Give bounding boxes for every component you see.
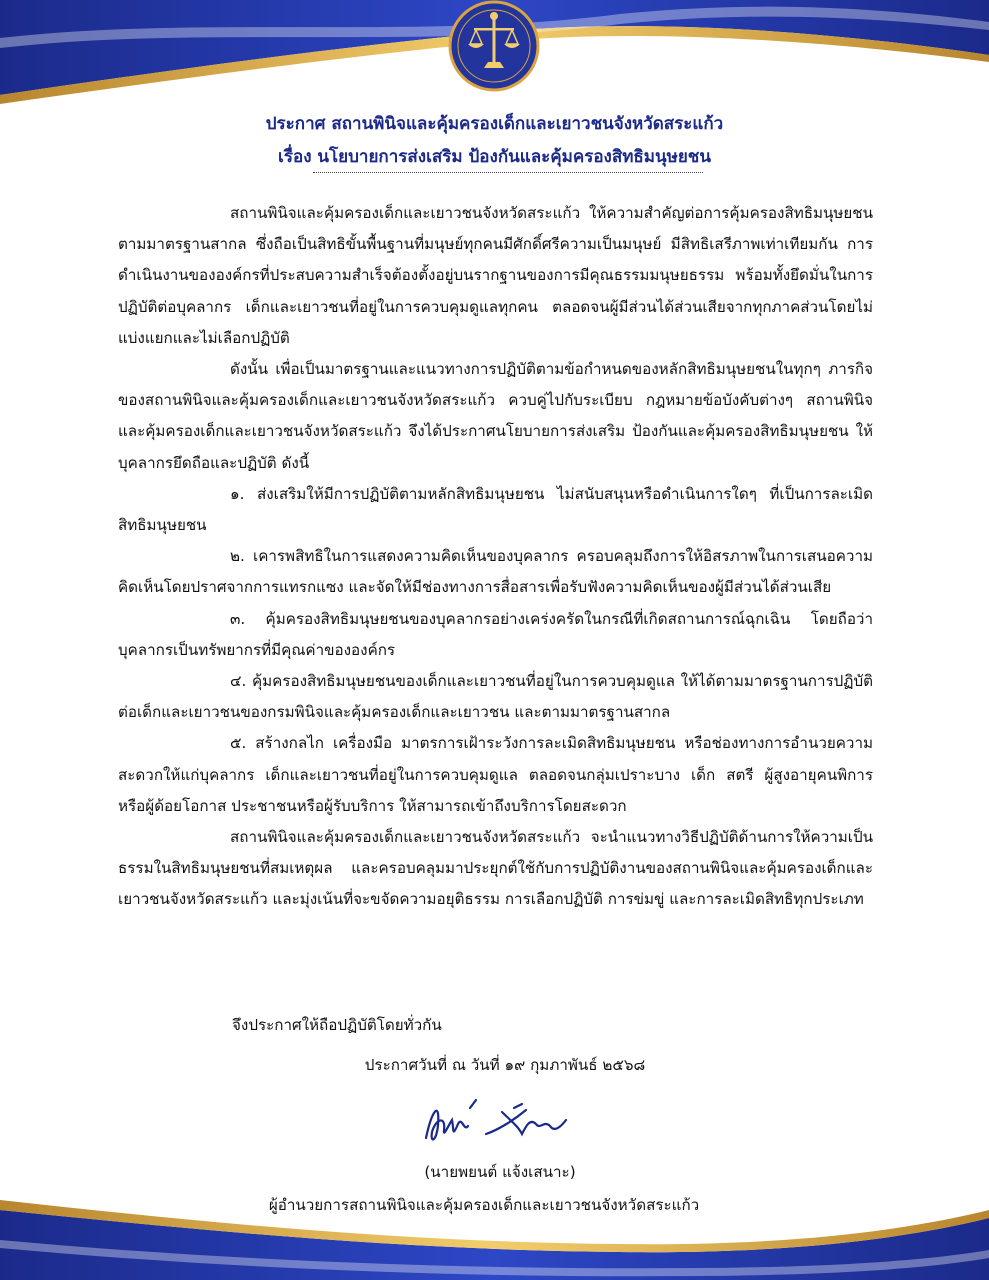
policy-item-4: ๔. คุ้มครองสิทธิมนุษยชนของเด็กและเยาวชนที่อยู่ในการควบคุมดูแล ให้ได้ตามมาตรฐานการปฏิบัติต่อเด็กและเยาวชนของกรมพินิจและคุ้มครองเด็กและเยาวชน และตามมาตรฐานสากล xyxy=(118,672,873,722)
handwritten-signature xyxy=(418,1090,578,1160)
signer-position: ผู้อำนวยการสถานพินิจและคุ้มครองเด็กและเยาวชนจังหวัดสระแก้ว xyxy=(268,1196,700,1214)
announcement-subject: เรื่อง นโยบายการส่งเสริม ป้องกันและคุ้มครองสิทธิมนุษยชน xyxy=(278,147,711,167)
policy-item-1: ๑. ส่งเสริมให้มีการปฏิบัติตามหลักสิทธิมนุษยชน ไม่สนับสนุนหรือดำเนินการใดๆ ที่เป็นการละเมิดสิทธิมนุษยชน xyxy=(118,484,873,535)
purpose-paragraph: ดังนั้น เพื่อเป็นมาตรฐานและแนวทางการปฏิบัติตามข้อกำหนดของหลักสิทธิมนุษยชนในทุกๆ ภารกิจของสถานพินิจและคุ้มครองเด็กและเยาวชนจังหวัดสระแก้ว ควบคู่ไปกับระเบียบ กฎหมายข้อบังคับต่างๆ สถานพินิจและคุ้มครองเด็กและเยาวชนจังหวัดสระแก้ว จึงได้ประกาศนโยบายการส่งเสริม ป้องกันและคุ้มครองสิทธิมนุษยชน ให้บุคลากรยึดถือและปฏิบัติ ดังนี้ xyxy=(118,360,873,472)
scales-of-justice-emblem-icon xyxy=(448,0,540,92)
dotted-divider xyxy=(313,172,703,173)
commitment-paragraph: สถานพินิจและคุ้มครองเด็กและเยาวชนจังหวัดสระแก้ว จะนำแนวทางวิธีปฏิบัติด้านการให้ความเป็นธรรมในสิทธิมนุษยชนที่สมเหตุผล และครอบคลุมมาประยุกต์ใช้กับการปฏิบัติงานของสถานพินิจและคุ้มครองเด็กและเยาวชนจังหวัดสระแก้ว และมุ่งเน้นที่จะขจัดความอยุติธรรม การเลือกปฏิบัติ การข่มขู่ และการละเมิดสิทธิทุกประเภท xyxy=(118,828,873,909)
signer-name: (นายพยนต์ แจ้งเสนาะ) xyxy=(424,1163,576,1181)
bottom-wave-banner xyxy=(0,1170,989,1280)
announcement-date: ประกาศวันที่ ณ วันที่ ๑๙ กุมภาพันธ์ ๒๕๖๘ xyxy=(364,1056,646,1074)
policy-item-3: ๓. คุ้มครองสิทธิมนุษยชนของบุคลากรอย่างเคร่งครัดในกรณีที่เกิดสถานการณ์ฉุกเฉิน โดยถือว่าบุคลากรเป็นทรัพยากรที่มีคุณค่าขององค์กร xyxy=(118,609,873,659)
intro-paragraph: สถานพินิจและคุ้มครองเด็กและเยาวชนจังหวัดสระแก้ว ให้ความสำคัญต่อการคุ้มครองสิทธิมนุษยชนตามมาตรฐานสากล ซึ่งถือเป็นสิทธิขั้นพื้นฐานที่มนุษย์ทุกคนมีศักดิ์ศรีความเป็นมนุษย์ มีสิทธิเสรีภาพเท่าเทียมกัน การดำเนินงานขององค์กรที่ประสบความสำเร็จต้องตั้งอยู่บนรากฐานของการมีคุณธรรมมนุษยธรรม พร้อมทั้งยึดมั่นในการปฏิบัติต่อบุคลากร เด็กและเยาวชนที่อยู่ในการควบคุมดูแลทุกคน ตลอดจนผู้มีส่วนได้ส่วนเสียจากทุกภาคส่วนโดยไม่แบ่งแยกและไม่เลือกปฏิบัติ xyxy=(118,204,873,347)
announcement-title: ประกาศ สถานพินิจและคุ้มครองเด็กและเยาวชนจังหวัดสระแก้ว xyxy=(265,114,724,134)
policy-item-5: ๕. สร้างกลไก เครื่องมือ มาตรการเฝ้าระวังการละเมิดสิทธิมนุษยชน หรือช่องทางการอำนวยความสะดวกให้แก่บุคลากร เด็กและเยาวชนที่อยู่ในการควบคุมดูแล ตลอดจนกลุ่มเปราะบาง เด็ก สตรี ผู้สูงอายุคนพิการ หรือผู้ด้อยโอกาส ประชาชนหรือผู้รับบริการ ให้สามารถเข้าถึงบริการโดยสะดวก xyxy=(118,734,873,815)
policy-item-2: ๒. เคารพสิทธิในการแสดงความคิดเห็นของบุคลากร ครอบคลุมถึงการให้อิสรภาพในการเสนอความคิดเห็นโดยปราศจากการแทรกแซง และจัดให้มีช่องทางการสื่อสารเพื่อรับฟังความคิดเห็นของผู้มีส่วนได้ส่วนเสีย xyxy=(118,547,873,597)
announcement-body xyxy=(118,198,873,916)
closing-statement: จึงประกาศให้ถือปฏิบัติโดยทั่วกัน xyxy=(232,1016,442,1034)
